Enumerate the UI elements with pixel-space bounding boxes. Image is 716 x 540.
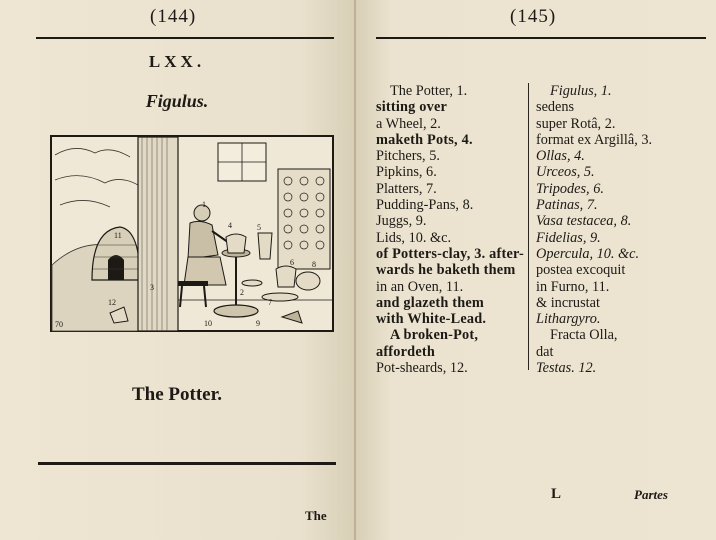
chapter-heading: LXX. [148, 52, 206, 71]
plate-number: 2 [240, 288, 244, 297]
column-divider [528, 83, 529, 370]
latin-line: Patinas, 7. [536, 197, 598, 214]
english-line: Pot-sheards, 12. [376, 360, 468, 377]
english-line: wards he baketh them [376, 262, 516, 279]
latin-line: super Rotâ, 2. [536, 115, 616, 132]
latin-line: & incrustat [536, 294, 600, 311]
latin-line: postea excoquit [536, 262, 626, 279]
english-column [376, 83, 526, 376]
plate-number: 9 [256, 319, 260, 328]
page-number-right: (145) [510, 6, 557, 27]
english-line: and glazeth them [376, 294, 485, 311]
english-line: Juggs, 9. [376, 213, 427, 230]
english-line: Pudding-Pans, 8. [376, 197, 474, 214]
english-line: maketh Pots, 4. [376, 131, 473, 148]
english-line: of Potters-clay, 3. after- [376, 245, 524, 262]
english-line: Pitchers, 5. [376, 148, 440, 165]
latin-line: Fidelias, 9. [536, 229, 601, 246]
plate-number: 6 [290, 258, 294, 267]
latin-line: Tripodes, 6. [536, 180, 604, 197]
footer-rule-left [38, 462, 336, 465]
plate-number: 5 [257, 223, 261, 232]
latin-line: Figulus, 1. [550, 83, 612, 99]
latin-line: Urceos, 5. [536, 164, 595, 181]
english-line: Pipkins, 6. [376, 164, 437, 181]
latin-line: sedens [536, 99, 575, 116]
plate-number: 10 [204, 319, 212, 328]
catchword-left: The [305, 508, 327, 523]
plate-number: 11 [114, 231, 122, 240]
latin-line: dat [536, 343, 554, 360]
plate-number: 3 [150, 283, 154, 292]
plate-number: 7 [268, 298, 272, 307]
latin-column [536, 83, 711, 376]
english-line: in an Oven, 11. [376, 278, 464, 295]
plate-number: 1 [202, 200, 206, 209]
signature-mark: L [551, 486, 562, 502]
illustration-caption: The Potter. [131, 384, 223, 405]
english-line: affordeth [376, 343, 435, 360]
latin-line: format ex Argillâ, 3. [536, 131, 653, 148]
latin-line: Ollas, 4. [536, 148, 585, 165]
potter-woodcut-illustration [50, 135, 334, 332]
header-rule-left [36, 37, 334, 39]
english-line: The Potter, 1. [390, 83, 468, 99]
header-rule-right [376, 37, 706, 39]
latin-line: Lithargyro. [536, 311, 601, 328]
catchword-right: Partes [634, 487, 668, 502]
plate-number: 8 [312, 260, 316, 269]
latin-title: Figulus. [145, 91, 209, 111]
latin-line: Vasa testacea, 8. [536, 213, 632, 230]
plate-number: 12 [108, 298, 116, 307]
left-page [0, 0, 354, 540]
latin-line: Testas. 12. [536, 360, 597, 377]
english-line: A broken-Pot, [390, 327, 479, 344]
page-number-left: (144) [150, 6, 197, 27]
english-line: Platters, 7. [376, 180, 437, 197]
english-line: Lids, 10. &c. [376, 229, 452, 246]
latin-line: in Furno, 11. [536, 278, 610, 295]
plate-number: 4 [228, 221, 232, 230]
latin-line: Opercula, 10. &c. [536, 245, 640, 262]
english-line: with White-Lead. [376, 311, 487, 328]
english-line: sitting over [376, 99, 448, 116]
latin-line: Fracta Olla, [550, 327, 618, 344]
english-line: a Wheel, 2. [376, 115, 441, 132]
plate-number: 70 [55, 320, 63, 329]
